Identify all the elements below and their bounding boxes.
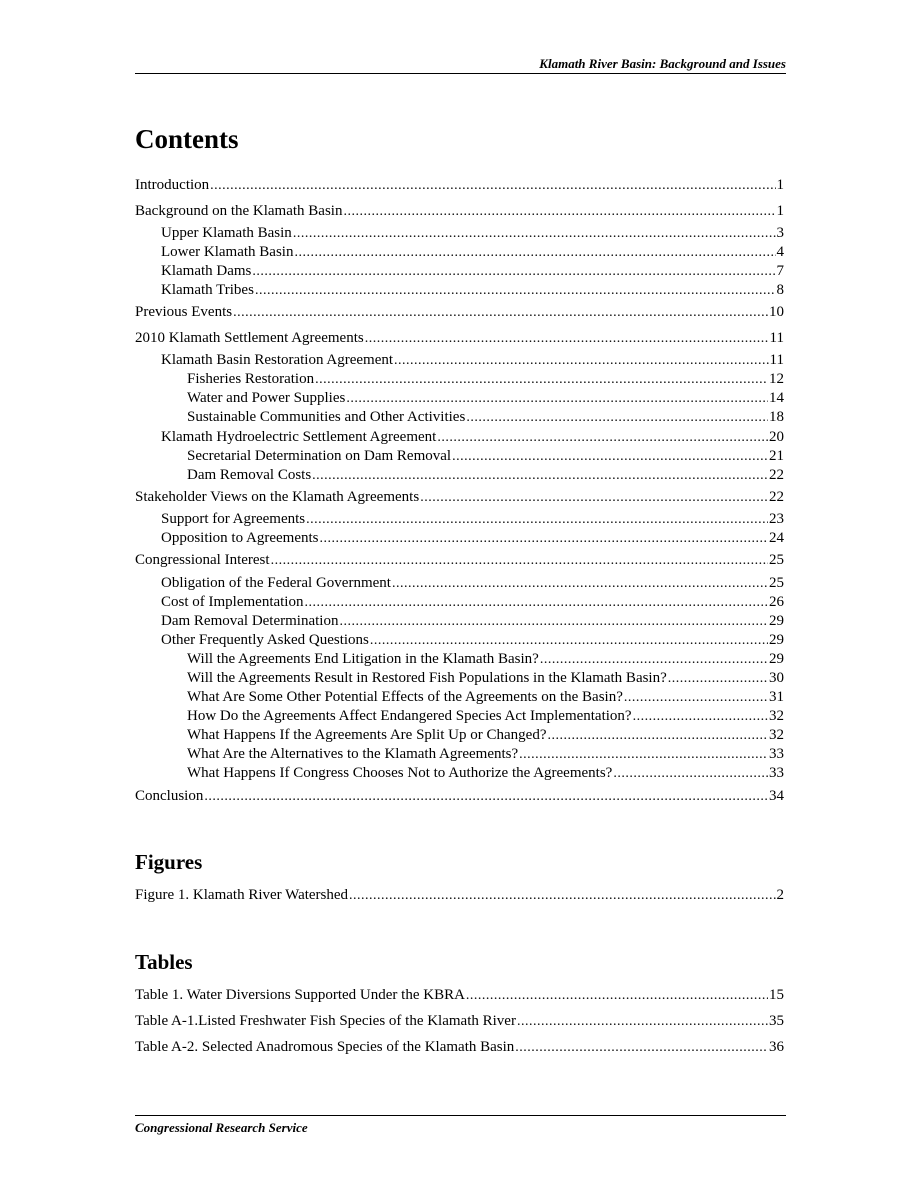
table-entry[interactable] [135, 1012, 784, 1031]
dot-leader [343, 202, 775, 221]
toc-entry-label: What Are the Alternatives to the Klamath Agreements? [187, 746, 519, 762]
toc-entry-label: Upper Klamath Basin [161, 225, 292, 241]
table-entry-label: Table A-2. Selected Anadromous Species of the Klamath Basin [135, 1039, 515, 1055]
toc-entry-page: 7 [776, 263, 784, 279]
toc-entry-support[interactable] [161, 510, 784, 529]
toc-entry-settlement-agreements[interactable] [135, 329, 784, 348]
toc-entry-label: Previous Events [135, 304, 233, 320]
dot-leader [204, 787, 768, 806]
dot-leader [452, 447, 768, 466]
dot-leader [437, 428, 768, 447]
running-header: Klamath River Basin: Background and Issues [539, 56, 786, 71]
table-entry[interactable] [135, 986, 784, 1005]
toc-entry-congressional-interest[interactable] [135, 551, 784, 570]
toc-entry-page: 31 [769, 689, 784, 705]
toc-entry-label: Will the Agreements End Litigation in the Klamath Basin? [187, 651, 539, 667]
toc-entry-label: Opposition to Agreements [161, 530, 319, 546]
dot-leader [365, 329, 769, 348]
toc-entry-page: 32 [769, 727, 784, 743]
dot-leader [540, 650, 768, 669]
dot-leader [233, 303, 768, 322]
dot-leader [339, 612, 768, 631]
toc-entry-label: Congressional Interest [135, 552, 270, 568]
toc-entry-page: 26 [769, 594, 784, 610]
toc-entry-secretarial-determination[interactable] [187, 447, 784, 466]
dot-leader [466, 408, 768, 427]
toc-entry-page: 22 [769, 467, 784, 483]
dot-leader [613, 764, 768, 783]
dot-leader [519, 745, 768, 764]
toc-entry-page: 25 [769, 552, 784, 568]
toc-entry-page: 1 [776, 203, 784, 219]
dot-leader [349, 886, 775, 905]
toc-entry-lower-klamath-basin[interactable] [161, 243, 784, 262]
toc-entry-opposition[interactable] [161, 529, 784, 548]
toc-entry-page: 33 [769, 746, 784, 762]
table-entry-label: Table A-1.Listed Freshwater Fish Species of the Klamath River [135, 1013, 516, 1029]
dot-leader [515, 1038, 768, 1057]
dot-leader [668, 669, 768, 688]
toc-entry-background[interactable] [135, 202, 784, 221]
dot-leader [346, 389, 768, 408]
toc-entry-label: Water and Power Supplies [187, 390, 346, 406]
toc-entry-label: What Happens If the Agreements Are Split Up or Changed? [187, 727, 547, 743]
toc-entry-klamath-dams[interactable] [161, 262, 784, 281]
toc-entry-page: 10 [769, 304, 784, 320]
dot-leader [252, 262, 775, 281]
toc-entry-page: 4 [776, 244, 784, 260]
table-entry-page: 36 [769, 1039, 784, 1055]
toc-entry-label: Klamath Tribes [161, 282, 254, 298]
toc-entry-label: What Are Some Other Potential Effects of the Agreements on the Basin? [187, 689, 623, 705]
toc-entry-page: 23 [769, 511, 784, 527]
toc-entry-label: Introduction [135, 177, 210, 193]
figure-entry[interactable] [135, 886, 784, 905]
dot-leader [315, 370, 768, 389]
dot-leader [517, 1012, 768, 1031]
dot-leader [293, 224, 776, 243]
toc-entry-faq-esa[interactable] [187, 707, 784, 726]
toc-entry-page: 25 [769, 575, 784, 591]
toc-entry-faq-litigation[interactable] [187, 650, 784, 669]
toc-entry-label: Obligation of the Federal Government [161, 575, 391, 591]
toc-entry-faq[interactable] [161, 631, 784, 650]
toc-entry-faq-alternatives[interactable] [187, 745, 784, 764]
toc-entry-dam-removal-costs[interactable] [187, 466, 784, 485]
toc-entry-dam-removal-determination[interactable] [161, 612, 784, 631]
table-entry-label: Table 1. Water Diversions Supported Under the KBRA [135, 987, 465, 1003]
toc-entry-label: Dam Removal Costs [187, 467, 312, 483]
header-rule [135, 73, 786, 74]
toc-entry-label: What Happens If Congress Chooses Not to Authorize the Agreements? [187, 765, 613, 781]
dot-leader [392, 574, 768, 593]
figures-title: Figures [135, 850, 203, 874]
dot-leader [420, 488, 768, 507]
running-footer: Congressional Research Service [135, 1120, 308, 1135]
toc-entry-page: 29 [769, 613, 784, 629]
toc-entry-label: Dam Removal Determination [161, 613, 339, 629]
toc-entry-label: Will the Agreements Result in Restored Fish Populations in the Klamath Basin? [187, 670, 667, 686]
dot-leader [312, 466, 768, 485]
toc-entry-sustainable-communities[interactable] [187, 408, 784, 427]
toc-entry-page: 8 [776, 282, 784, 298]
toc-entry-page: 12 [769, 371, 784, 387]
toc-entry-label: Background on the Klamath Basin [135, 203, 343, 219]
toc-entry-label: Stakeholder Views on the Klamath Agreements [135, 489, 420, 505]
toc-entry-faq-split-up[interactable] [187, 726, 784, 745]
toc-entry-page: 32 [769, 708, 784, 724]
dot-leader [294, 243, 775, 262]
dot-leader [633, 707, 768, 726]
toc-entry-page: 14 [769, 390, 784, 406]
dot-leader [210, 176, 775, 195]
toc-entry-upper-klamath-basin[interactable] [161, 224, 784, 243]
dot-leader [306, 510, 768, 529]
toc-entry-faq-fish-populations[interactable] [187, 669, 784, 688]
figure-entry-page: 2 [776, 887, 784, 903]
toc-entry-page: 18 [769, 409, 784, 425]
toc-entry-kbra[interactable] [161, 351, 784, 370]
toc-entry-label: Sustainable Communities and Other Activities [187, 409, 466, 425]
toc-entry-label: Klamath Dams [161, 263, 252, 279]
toc-entry-page: 1 [776, 177, 784, 193]
toc-entry-page: 29 [769, 632, 784, 648]
dot-leader [548, 726, 769, 745]
toc-entry-label: Other Frequently Asked Questions [161, 632, 369, 648]
toc-entry-faq-other-effects[interactable] [187, 688, 784, 707]
toc-entry-page: 34 [769, 788, 784, 804]
toc-entry-label: How Do the Agreements Affect Endangered Species Act Implementation? [187, 708, 632, 724]
dot-leader [624, 688, 768, 707]
footer-rule [135, 1115, 786, 1116]
toc-entry-khsa[interactable] [161, 428, 784, 447]
toc-entry-page: 21 [769, 448, 784, 464]
toc-entry-water-power-supplies[interactable] [187, 389, 784, 408]
dot-leader [466, 986, 768, 1005]
dot-leader [370, 631, 768, 650]
toc-entry-klamath-tribes[interactable] [161, 281, 784, 300]
dot-leader [304, 593, 768, 612]
toc-entry-label: Support for Agreements [161, 511, 306, 527]
toc-entry-label: Lower Klamath Basin [161, 244, 294, 260]
toc-entry-introduction[interactable] [135, 176, 784, 195]
toc-entry-previous-events[interactable] [135, 303, 784, 322]
toc-entry-label: 2010 Klamath Settlement Agreements [135, 330, 364, 346]
dot-leader [320, 529, 769, 548]
toc-entry-page: 30 [769, 670, 784, 686]
toc-entry-page: 20 [769, 429, 784, 445]
toc-entry-page: 29 [769, 651, 784, 667]
toc-entry-faq-not-authorize[interactable] [187, 764, 784, 783]
toc-entry-label: Cost of Implementation [161, 594, 304, 610]
toc-entry-page: 11 [769, 352, 784, 368]
toc-entry-stakeholder-views[interactable] [135, 488, 784, 507]
toc-entry-label: Conclusion [135, 788, 204, 804]
table-entry[interactable] [135, 1038, 784, 1057]
contents-title: Contents [135, 124, 239, 154]
tables-title: Tables [135, 950, 193, 974]
toc-entry-page: 3 [776, 225, 784, 241]
dot-leader [255, 281, 776, 300]
dot-leader [394, 351, 769, 370]
toc-entry-page: 11 [769, 330, 784, 346]
toc-entry-label: Klamath Basin Restoration Agreement [161, 352, 394, 368]
toc-entry-page: 33 [769, 765, 784, 781]
toc-entry-conclusion[interactable] [135, 787, 784, 806]
toc-entry-page: 24 [769, 530, 784, 546]
toc-entry-label: Secretarial Determination on Dam Removal [187, 448, 452, 464]
toc-entry-obligation[interactable] [161, 574, 784, 593]
table-entry-page: 15 [769, 987, 784, 1003]
toc-entry-fisheries-restoration[interactable] [187, 370, 784, 389]
toc-entry-label: Fisheries Restoration [187, 371, 315, 387]
toc-entry-page: 22 [769, 489, 784, 505]
table-entry-page: 35 [769, 1013, 784, 1029]
toc-entry-cost[interactable] [161, 593, 784, 612]
figure-entry-label: Figure 1. Klamath River Watershed [135, 887, 349, 903]
dot-leader [271, 551, 768, 570]
toc-entry-label: Klamath Hydroelectric Settlement Agreement [161, 429, 437, 445]
